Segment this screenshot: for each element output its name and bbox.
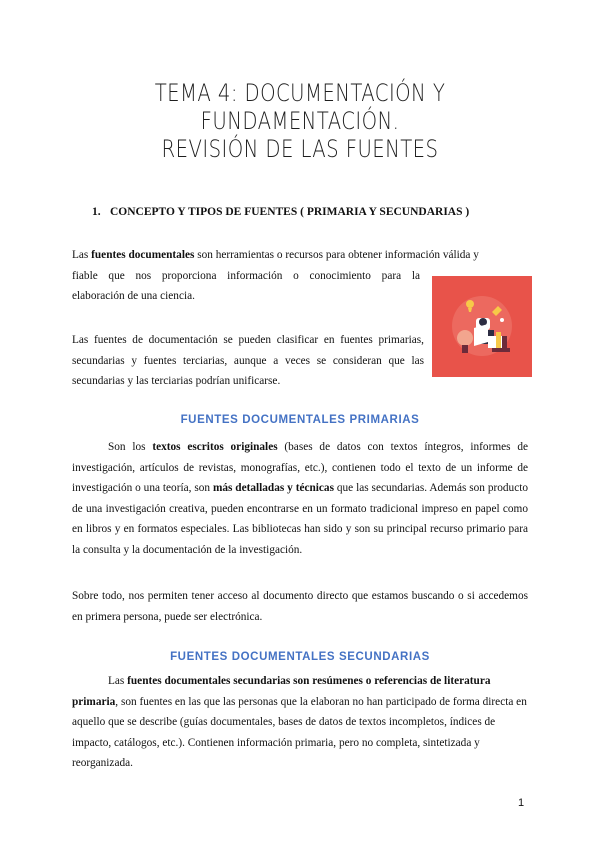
primarias-bold-b: más detalladas y técnicas [212,482,334,495]
secundarias-text-a: Las [108,675,128,687]
secundarias-bold: fuentes documentales secundarias son resúmenes o referencias de literatura primaria [72,675,491,708]
document-title-line-1: TEMA 4: DOCUMENTACIÓN Y FUNDAMENTACIÓN. [154,79,446,135]
intro-text-a: Las [72,249,92,261]
primarias-paragraph-1 [72,437,528,561]
secundarias-text-b: , son fuentes en las que las personas que la elaboran no han participado de forma directa en aquello que se describe (guías documentales, bases de datos de textos incompletos, índices de impacto, catálogos, etc.). Contienen información primaria, pero no completa, sintetizada y reorganizada. [72,695,527,770]
primarias-bold-a: textos escritos originales [152,441,278,453]
secundarias-heading: FUENTES DOCUMENTALES SECUNDARIAS [170,651,430,663]
reading-person-illustration-icon [432,276,532,377]
illustration-image [432,276,532,377]
primarias-text-c: que las secundarias. Además son producto de una investigación creativa, pueden encontrarse en un formato tradicional impreso en papel como en libros y en formatos especiales. Las bibliotecas han sido y son su principal recurso primario para la consulta y la documentación de la investigación. [72,482,529,556]
primarias-text-b: (bases de datos con textos íntegros, informes de investigación, artículos de revistas, monografías, etc.), contienen todo el texto de un informe de investigación o una teoría, son [72,441,528,495]
document-title-line-2: REVISIÓN DE LAS FUENTES [161,135,439,163]
intro-paragraph-2: Las fuentes de documentación se pueden clasificar en fuentes primarias, secundarias y fuentes terciarias, aunque a veces se consideran que las secundarias y las terciarias podrían unificarse. [72,334,424,388]
intro-line-2: fiable que nos proporciona información o conocimiento para la [72,269,420,282]
secundarias-paragraph-1 [72,671,528,774]
intro-line-1 [72,245,528,266]
primarias-text-a: Son los [108,441,153,453]
page-number: 1 [518,797,525,809]
primarias-paragraph-2: Sobre todo, nos permiten tener acceso al documento directo que estamos buscando o si accedemos en primera persona, puede ser electrónica. [72,590,528,623]
section-number: 1. [92,206,101,218]
intro-bold-term: fuentes documentales [91,249,195,261]
section-heading-text: CONCEPTO Y TIPOS DE FUENTES ( PRIMARIA Y SECUNDARIAS ) [110,206,470,218]
primarias-heading: FUENTES DOCUMENTALES PRIMARIAS [180,414,420,426]
intro-text-b: son herramientas o recursos para obtener información válida y [194,249,479,261]
section-heading [92,206,469,218]
intro-line-3: elaboración de una ciencia. [72,290,195,303]
